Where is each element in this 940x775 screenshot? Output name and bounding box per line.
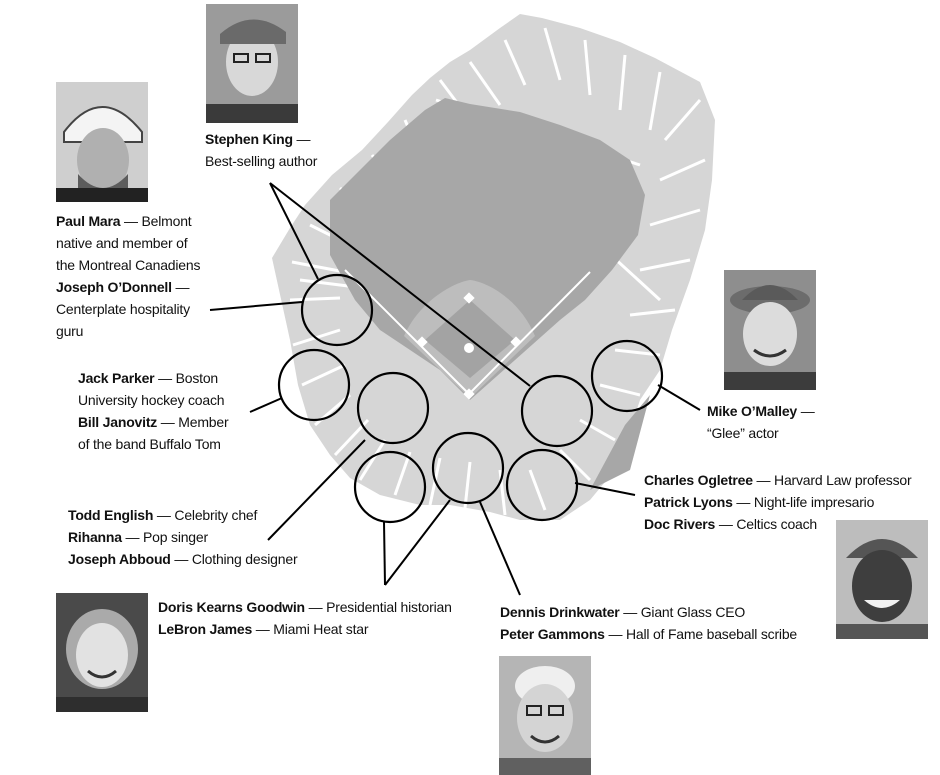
person-desc: University hockey coach: [78, 392, 225, 408]
label-jack-parker: [78, 367, 228, 455]
person-name: Rihanna: [68, 529, 122, 545]
person-desc: the Montreal Canadiens: [56, 257, 201, 273]
person-name: Doris Kearns Goodwin: [158, 599, 305, 615]
person-desc: “Glee” actor: [707, 425, 779, 441]
person-desc: Centerplate hospitality: [56, 301, 190, 317]
paul-mara-photo: [56, 82, 148, 202]
dash: —: [797, 403, 815, 419]
label-dennis-drinkwater: [500, 601, 797, 645]
person-desc: Best-selling author: [205, 153, 318, 169]
person-desc: Belmont: [141, 213, 192, 229]
person-name: Jack Parker: [78, 370, 155, 386]
person-desc: native and member of: [56, 235, 188, 251]
person-desc: Member: [178, 414, 229, 430]
label-charles-ogletree: [644, 469, 911, 535]
person-name: Doc Rivers: [644, 516, 716, 532]
person-name: Charles Ogletree: [644, 472, 753, 488]
dash: —: [121, 529, 144, 545]
person-name: Todd English: [68, 507, 154, 523]
portrait-icon: [724, 270, 816, 390]
doc-rivers-photo: [836, 520, 928, 639]
dash: —: [604, 626, 626, 642]
doris-kearns-goodwin-photo: [56, 593, 148, 712]
portrait-icon: [499, 656, 591, 775]
label-paul-mara: [56, 210, 200, 342]
dash: —: [732, 494, 754, 510]
person-name: LeBron James: [158, 621, 253, 637]
person-desc: Harvard Law professor: [774, 472, 912, 488]
portrait-icon: [206, 4, 298, 123]
person-name: Dennis Drinkwater: [500, 604, 620, 620]
person-desc: Pop singer: [143, 529, 208, 545]
dash: —: [171, 279, 190, 295]
person-desc: Night-life impresario: [753, 494, 875, 510]
person-name: Joseph O’Donnell: [56, 279, 172, 295]
dash: —: [170, 551, 192, 567]
dash: —: [120, 213, 142, 229]
dash: —: [154, 370, 176, 386]
dash: —: [619, 604, 641, 620]
person-name: Bill Janovitz: [78, 414, 158, 430]
label-stephen-king: [205, 128, 317, 172]
dash: —: [715, 516, 737, 532]
portrait-icon: [836, 520, 928, 639]
dash: —: [752, 472, 775, 488]
dash: —: [292, 131, 311, 147]
person-desc: Giant Glass CEO: [640, 604, 746, 620]
person-desc: Presidential historian: [326, 599, 452, 615]
label-todd-english: [68, 504, 297, 570]
person-name: Mike O’Malley: [707, 403, 797, 419]
person-desc: Celtics coach: [736, 516, 817, 532]
dash: —: [304, 599, 327, 615]
peter-gammons-photo: [499, 656, 591, 775]
person-name: Joseph Abboud: [68, 551, 171, 567]
person-desc: Celebrity chef: [174, 507, 258, 523]
portrait-icon: [56, 82, 148, 202]
person-name: Patrick Lyons: [644, 494, 733, 510]
person-desc: Clothing designer: [191, 551, 298, 567]
person-desc: guru: [56, 323, 84, 339]
person-desc: of the band Buffalo Tom: [78, 436, 221, 452]
dash: —: [153, 507, 175, 523]
portrait-icon: [56, 593, 148, 712]
person-name: Stephen King: [205, 131, 293, 147]
mike-omalley-photo: [724, 270, 816, 390]
label-doris-kearns-goodwin: [158, 596, 452, 640]
person-name: Paul Mara: [56, 213, 121, 229]
dash: —: [252, 621, 274, 637]
person-name: Peter Gammons: [500, 626, 605, 642]
person-desc: Boston: [175, 370, 219, 386]
stephen-king-photo: [206, 4, 298, 123]
label-mike-omalley: [707, 400, 815, 444]
person-desc: Hall of Fame baseball scribe: [625, 626, 798, 642]
dash: —: [157, 414, 179, 430]
person-desc: Miami Heat star: [273, 621, 369, 637]
